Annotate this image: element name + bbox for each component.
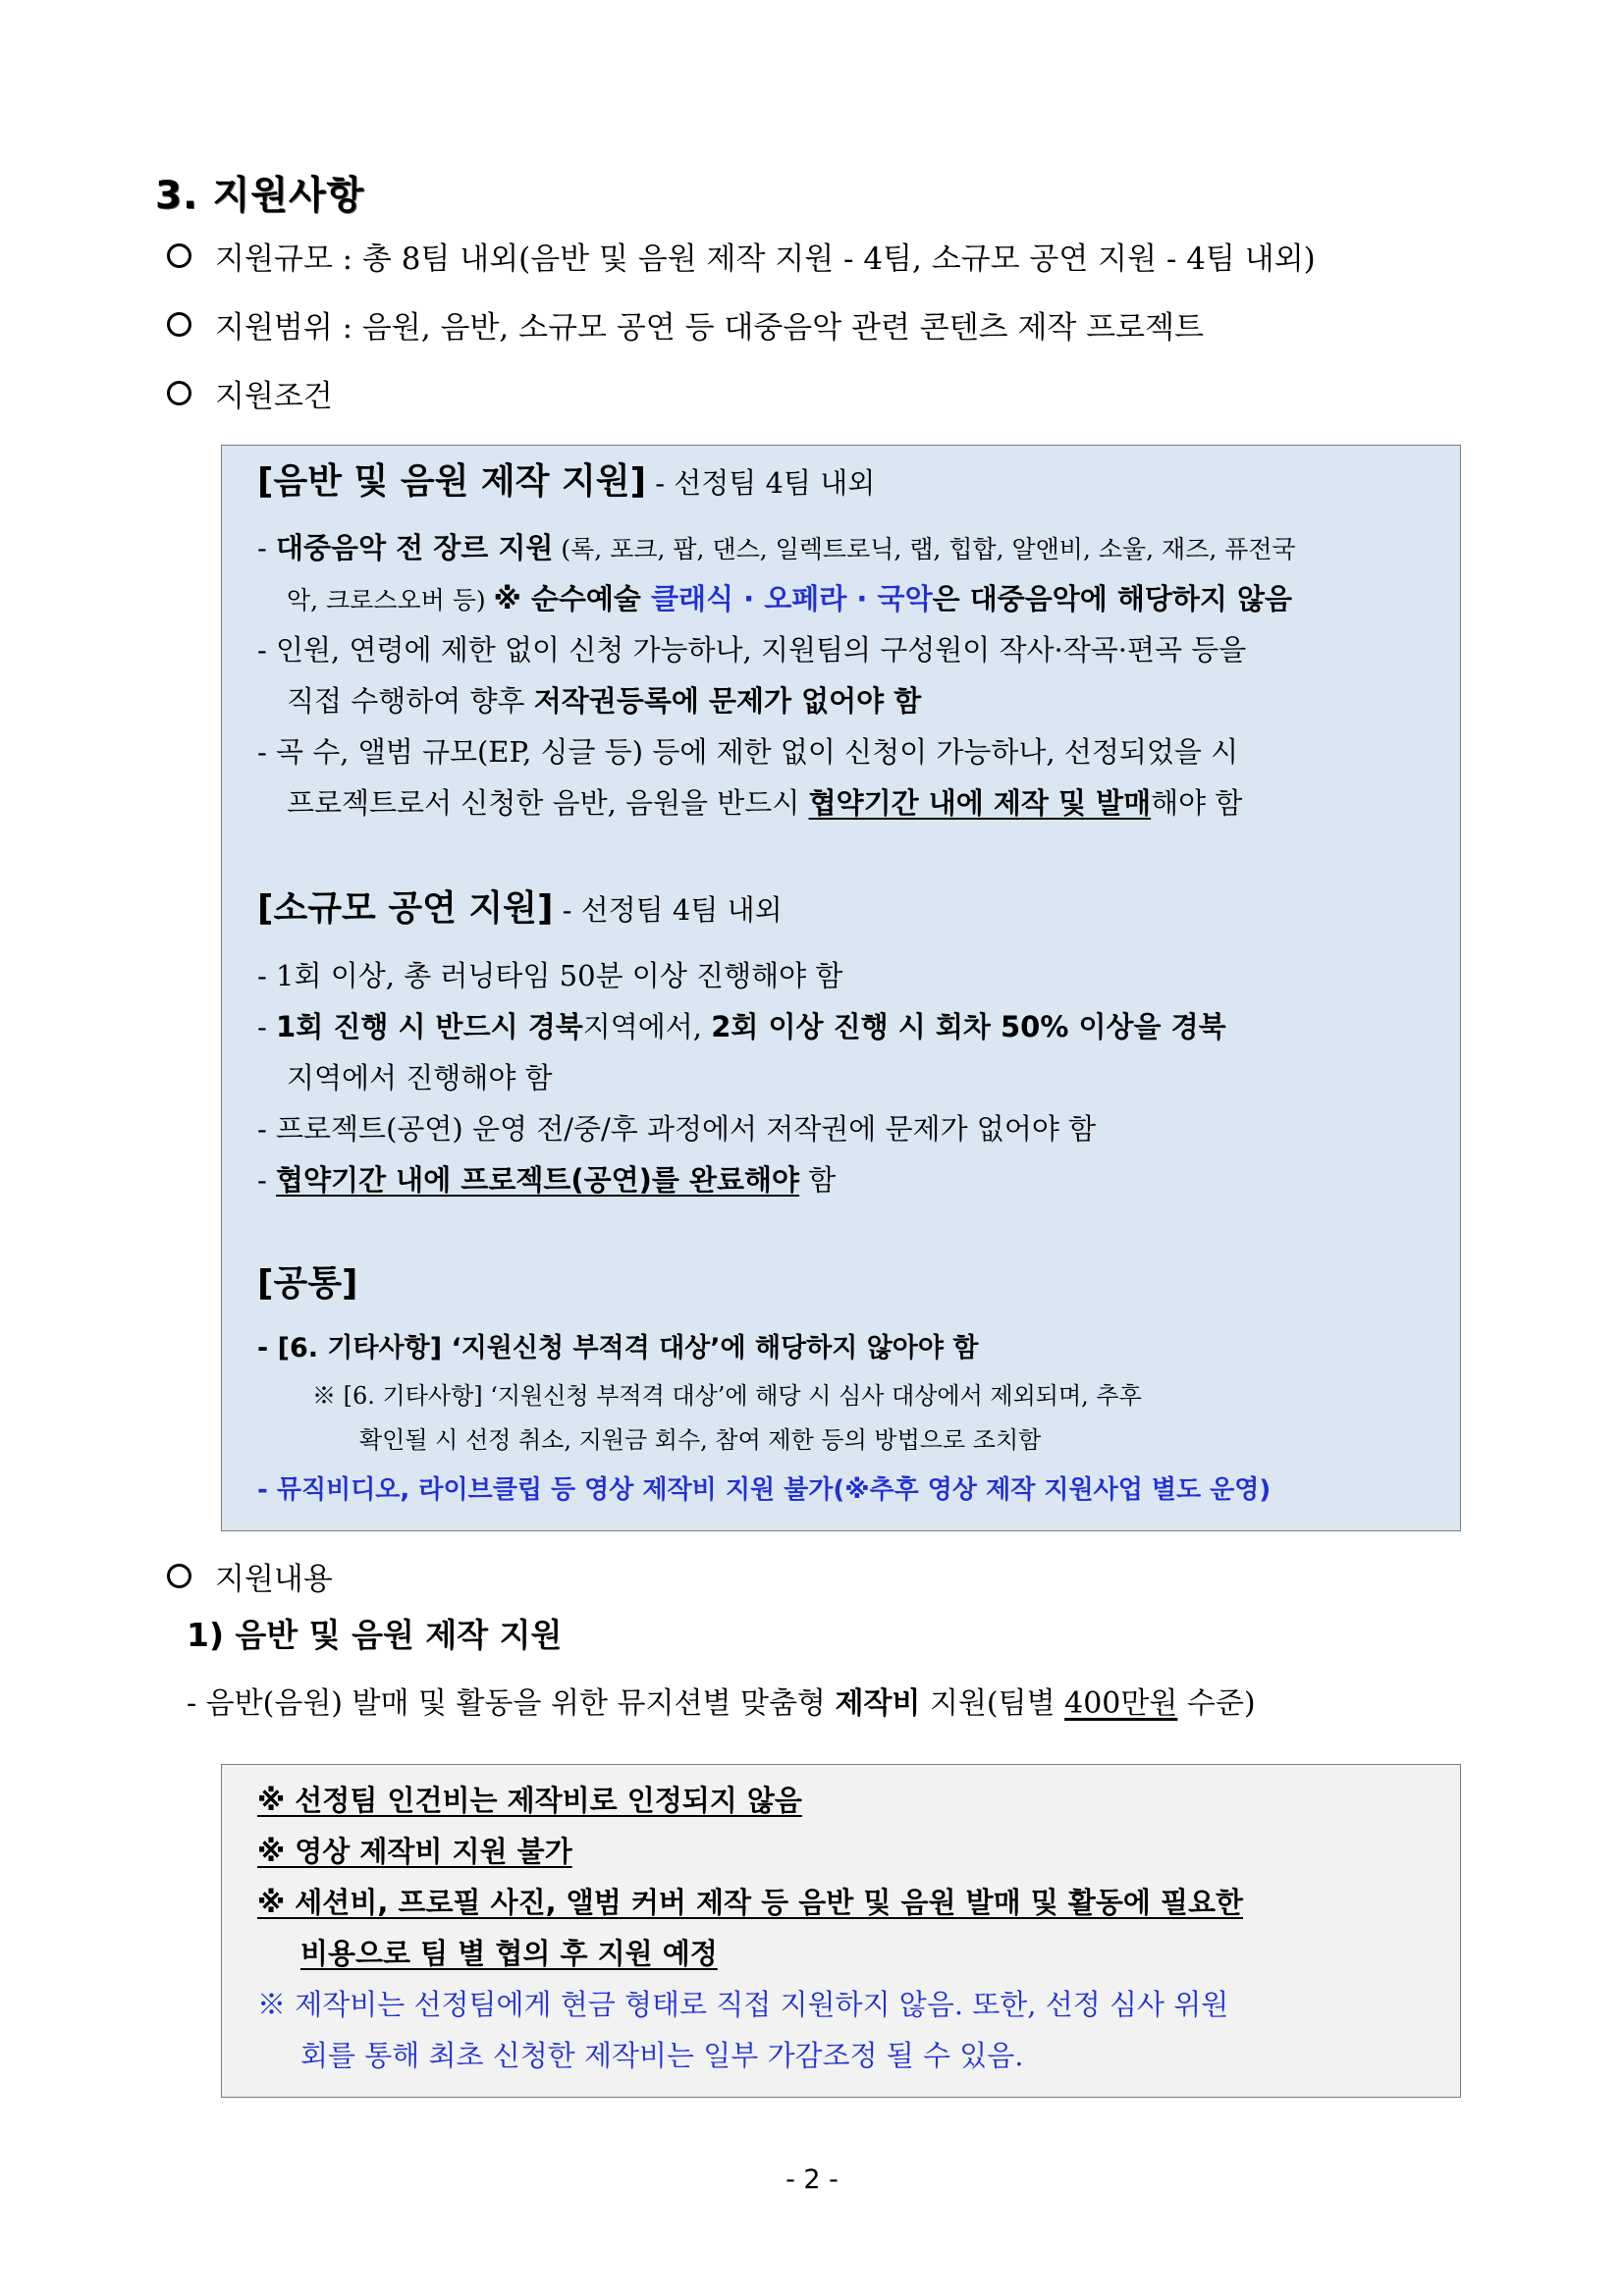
note-3b: 비용으로 팀 별 협의 후 지원 예정 xyxy=(300,1937,718,1970)
album-support-heading xyxy=(257,461,876,502)
album-line-2: 악, 크로스오버 등) ※ 순수예술 클래식 · 오페라 · 국악은 대중음악에 해당하지 않음 xyxy=(287,582,1293,615)
album-line-6: 프로젝트로서 신청한 음반, 음원을 반드시 협약기간 내에 제작 및 발매해야 함 xyxy=(287,786,1243,820)
bullet-conditions xyxy=(167,371,333,415)
perf-line-4: - 프로젝트(공연) 운영 전/중/후 과정에서 저작권에 문제가 없어야 함 xyxy=(257,1112,1097,1146)
album-content-subtitle: 1) 음반 및 음원 제작 지원 xyxy=(187,1616,563,1654)
common-note-1: ※ [6. 기타사항] ‘지원신청 부적격 대상’에 해당 시 심사 대상에서 제외되며, 추후 xyxy=(312,1382,1142,1410)
common-line-1: - [6. 기타사항] ‘지원신청 부적격 대상’에 해당하지 않아야 함 xyxy=(257,1333,979,1363)
bullet-scope-text: 지원범위 : 음원, 음반, 소규모 공연 등 대중음악 관련 콘텐츠 제작 프로젝트 xyxy=(215,310,1204,346)
perf-support-suffix: - 선정팀 4팀 내외 xyxy=(553,893,783,927)
album-support-title: [음반 및 음원 제작 지원] xyxy=(257,461,647,502)
bullet-scale-text: 지원규모 : 총 8팀 내외(음반 및 음원 제작 지원 - 4팀, 소규모 공연 지원 - 4팀 내외) xyxy=(215,241,1316,277)
perf-line-1: - 1회 이상, 총 러닝타임 50분 이상 진행해야 함 xyxy=(257,959,843,992)
bullet-conditions-text: 지원조건 xyxy=(215,379,333,414)
perf-line-5: - 협약기간 내에 프로젝트(공연)를 완료해야 함 xyxy=(257,1163,837,1197)
perf-line-3: 지역에서 진행해야 함 xyxy=(287,1061,553,1095)
common-line-2: - 뮤직비디오, 라이브클립 등 영상 제작비 지원 불가(※추후 영상 제작 지원사업 별도 운영) xyxy=(257,1475,1272,1505)
bullet-scale xyxy=(167,234,1316,278)
circle-bullet-icon xyxy=(167,243,191,268)
perf-line-2: - 1회 진행 시 반드시 경북지역에서, 2회 이상 진행 시 회차 50% 이상을 경북 xyxy=(257,1010,1226,1043)
content-line: - 음반(음원) 발매 및 활동을 위한 뮤지션별 맞춤형 제작비 지원(팀별 400만원 수준) xyxy=(187,1686,1256,1721)
circle-bullet-icon xyxy=(167,312,191,337)
bullet-content-text: 지원내용 xyxy=(215,1562,333,1597)
page-number: - 2 - xyxy=(785,2164,839,2195)
note-2: ※ 영상 제작비 지원 불가 xyxy=(257,1835,572,1868)
circle-bullet-icon xyxy=(167,381,191,405)
section-title: 3. 지원사항 xyxy=(155,174,365,218)
bullet-scope xyxy=(167,302,1204,347)
album-line-3: - 인원, 연령에 제한 없이 신청 가능하나, 지원팀의 구성원이 작사·작곡·편곡 등을 xyxy=(257,633,1247,667)
album-line-5: - 곡 수, 앨범 규모(EP, 싱글 등) 등에 제한 없이 신청이 가능하나, 선정되었을 시 xyxy=(257,735,1239,769)
common-note-2: 확인될 시 선정 취소, 지원금 회수, 참여 제한 등의 방법으로 조치함 xyxy=(359,1426,1042,1454)
album-line-4: 직접 수행하여 향후 저작권등록에 문제가 없어야 함 xyxy=(287,684,922,718)
perf-support-heading xyxy=(257,888,783,929)
circle-bullet-icon xyxy=(167,1564,191,1588)
album-line-1: - 대중음악 전 장르 지원 (록, 포크, 팝, 댄스, 일렉트로닉, 랩, 힙합, 알앤비, 소울, 재즈, 퓨전국 xyxy=(257,531,1296,564)
note-4: ※ 제작비는 선정팀에게 현금 형태로 직접 지원하지 않음. 또한, 선정 심사 위원 xyxy=(257,1988,1229,2021)
perf-support-title: [소규모 공연 지원] xyxy=(257,888,554,929)
common-heading: [공통] xyxy=(257,1263,358,1304)
album-support-suffix: - 선정팀 4팀 내외 xyxy=(646,466,876,500)
note-1: ※ 선정팀 인건비는 제작비로 인정되지 않음 xyxy=(257,1784,802,1817)
bullet-content xyxy=(167,1554,333,1598)
note-4b: 회를 통해 최초 신청한 제작비는 일부 가감조정 될 수 있음. xyxy=(300,2039,1024,2072)
note-3: ※ 세션비, 프로필 사진, 앨범 커버 제작 등 음반 및 음원 발매 및 활동에 필요한 xyxy=(257,1886,1243,1919)
